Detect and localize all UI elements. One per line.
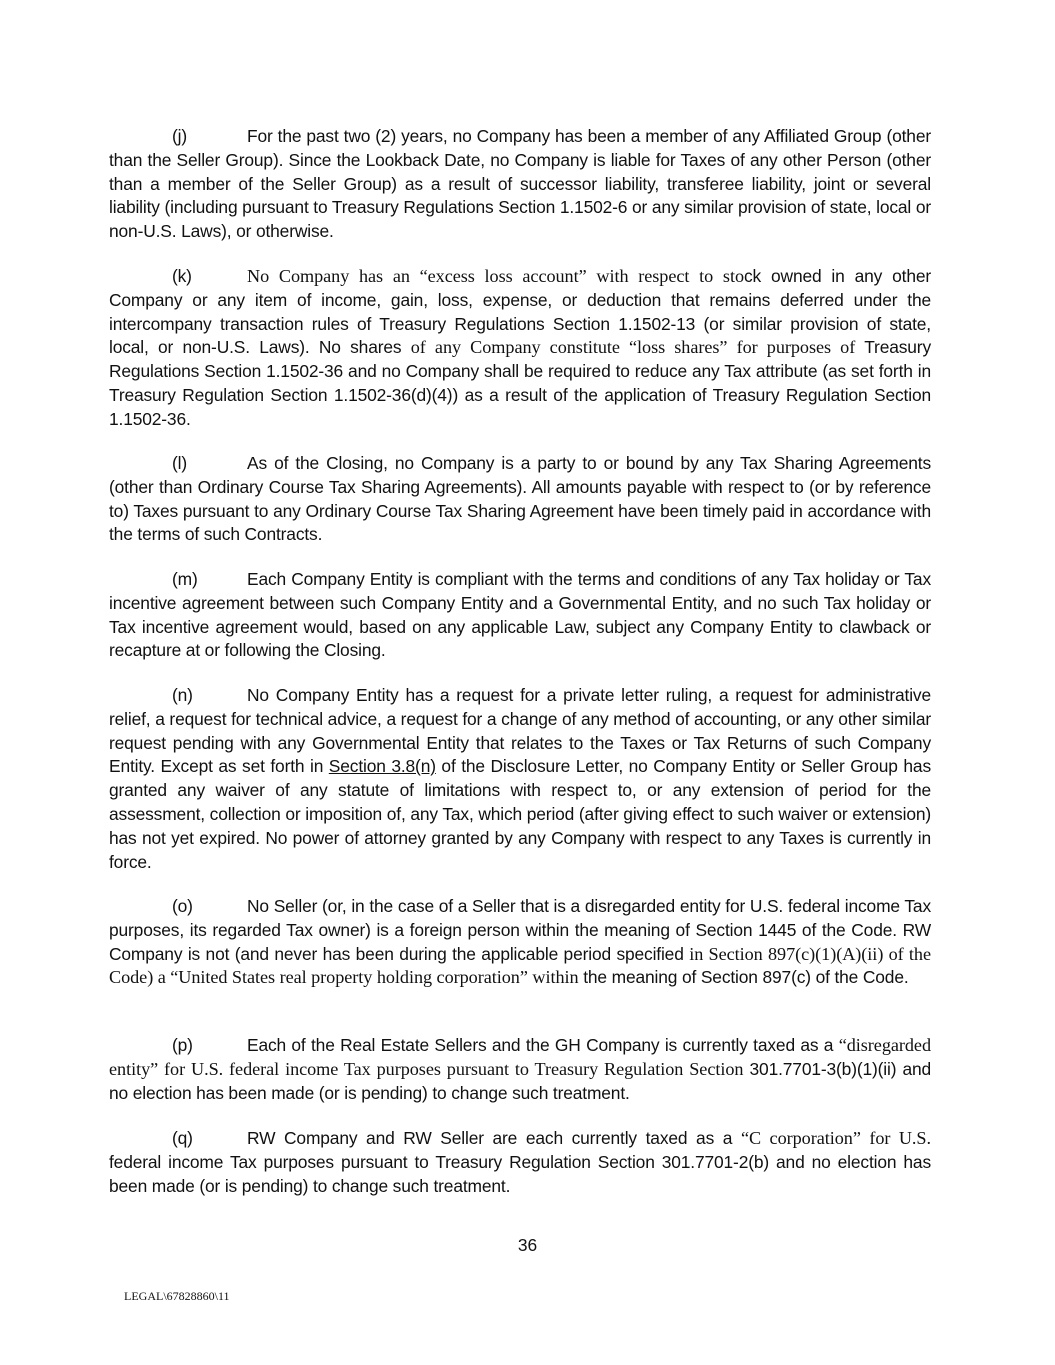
paragraph-l-text: As of the Closing, no Company is a party to or bound by any Tax Sharing Agreements (other than Ordinary Course Tax Sharing Agreements). All amounts payable with respect to (or by reference to) Taxes pursuant to any Ordinary Course Tax Sharing Agreement have been timely paid in accordance with the terms of such Contracts. (109, 453, 931, 545)
paragraph-label-m: (m) (172, 569, 198, 589)
paragraph-q-text-serif: “C corporation” for U.S. (740, 1128, 931, 1148)
paragraph-n (109, 684, 931, 874)
paragraph-j-text: For the past two (2) years, no Company has been a member of any Affiliated Group (other than the Seller Group). Since the Lookback Date, no Company is liable for Taxes of any other Person (other than a member of the Seller Group) as a result of successor liability, transferee liability, joint or several liability (including pursuant to Treasury Regulations Section 1.1502-6 or any similar provision of state, local or non-U.S. Laws), or otherwise. (109, 126, 931, 242)
paragraph-p-text-2: 301.7701-3(b)(1)(ii) and no election has been made (or is pending) to change such treatment. (109, 1058, 932, 1103)
paragraph-p-text-1: Each of the Real Estate Sellers and the GH Company is currently taxed as a (247, 1035, 839, 1055)
paragraph-label-o: (o) (172, 896, 193, 916)
paragraph-k-text-1: ck owned in any other Company or any item of income, gain, loss, expense, or deduction that remains deferred under the intercompany transaction rules of Treasury Regulations Section 1.1502-13 (or similar provision of state, local, or non-U.S. Laws). No shares (109, 266, 931, 358)
paragraph-label-n: (n) (172, 685, 193, 705)
page-number: 36 (517, 1235, 538, 1255)
paragraph-k (109, 265, 931, 432)
paragraph-o (109, 895, 931, 990)
section-reference-link: Section 3.8(n) (328, 756, 436, 777)
paragraph-n-text-1: No Company Entity has a request for a private letter ruling, a request for administrative relief, a request for technical advice, a request for a change of any method of accounting, or any other similar request pending with any Governmental Entity that relates to the Taxes or Tax Returns of such Company Entity. Except as set forth in (109, 685, 931, 777)
paragraph-q-text-2: federal income Tax purposes pursuant to Treasury Regulation Section 301.7701-2(b) and no election has been made (or is pending) to change such treatment. (109, 1151, 931, 1196)
paragraph-q (109, 1127, 931, 1198)
paragraph-l (109, 452, 931, 547)
paragraph-label-j: (j) (172, 126, 187, 146)
paragraph-o-text-1: No Seller (or, in the case of a Seller that is a disregarded entity for U.S. federal income Tax purposes, its regarded Tax owner) is a foreign person within the meaning of Section 1445 of the Code. RW Company is not (and never has been during the applicable period specified (109, 896, 931, 964)
paragraph-k-text-serif-1: No Company has an “excess loss account” with respect to sto (247, 266, 744, 286)
paragraph-label-q: (q) (172, 1128, 193, 1148)
paragraph-p-text-serif: “disregarded entity” for U.S. federal income Tax purposes pursuant to Treasury Regulation Section (109, 1035, 931, 1079)
paragraph-q-text-1: RW Company and RW Seller are each currently taxed as a (247, 1128, 741, 1148)
paragraph-k-text-2: Treasury Regulations Section 1.1502-36 and no Company shall be required to reduce any Tax attribute (as set forth in Treasury Regulation Section 1.1502-36(d)(4)) as a result of the application of Treasury Regulation Section 1.1502-36. (109, 337, 931, 429)
paragraph-m (109, 568, 931, 663)
paragraph-o-text-serif: in Section 897(c)(1)(A)(ii) of the Code) a “United States real property holding corporation” within (109, 943, 931, 988)
paragraph-j (109, 125, 931, 244)
paragraph-p (109, 1034, 931, 1105)
document-id: LEGAL\67828860\11 (124, 1289, 230, 1303)
paragraph-k-text-serif-2: of any Company constitute “loss shares” for purposes of (410, 337, 856, 358)
paragraph-label-p: (p) (172, 1035, 193, 1055)
paragraph-o-text-2: the meaning of Section 897(c) of the Code. (578, 967, 909, 988)
paragraph-m-text: Each Company Entity is compliant with the terms and conditions of any Tax holiday or Tax incentive agreement between such Company Entity and a Governmental Entity, and no such Tax holiday or Tax incentive agreement would, based on any applicable Law, subject any Company Entity to clawback or recapture at or following the Closing. (109, 569, 931, 661)
paragraph-label-l: (l) (172, 453, 187, 473)
paragraph-label-k: (k) (172, 266, 192, 286)
paragraph-n-text-2: of the Disclosure Letter, no Company Entity or Seller Group has granted any waiver of any statute of limitations with respect to, or any extension of period for the assessment, collection or imposition of, any Tax, which period (after giving effect to such waiver or extension) has not yet expired. No power of attorney granted by any Company with respect to any Taxes is currently in force. (109, 756, 931, 872)
